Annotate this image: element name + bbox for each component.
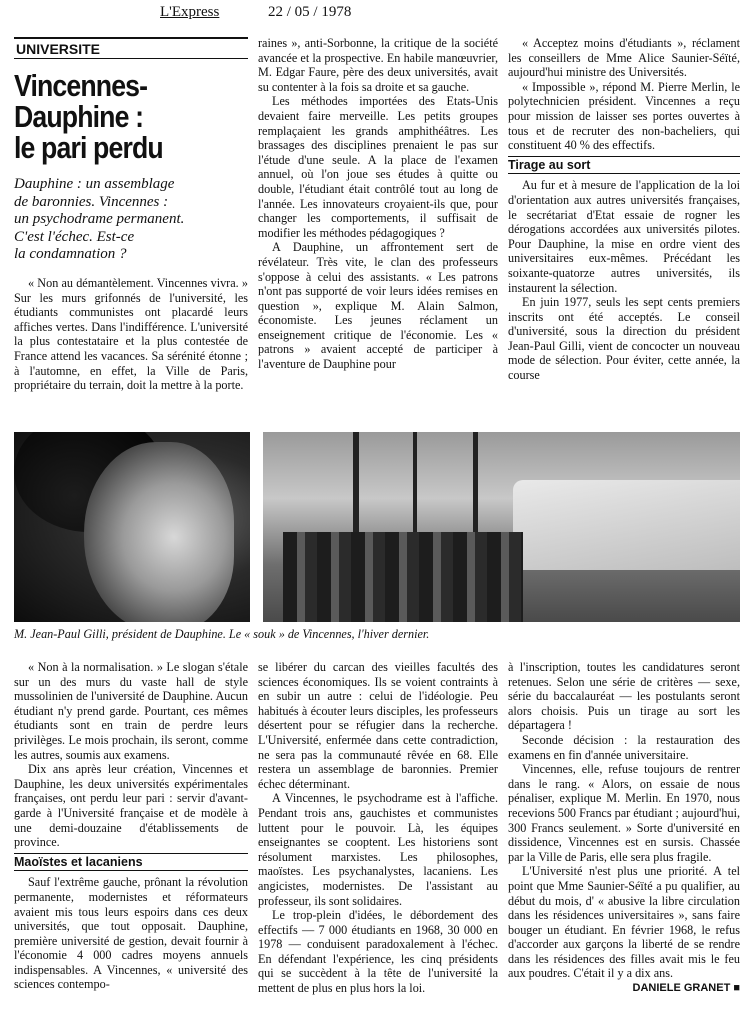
subhead-maoistes-lacaniens: Maoïstes et lacaniens: [14, 853, 248, 872]
paragraph: A Vincennes, le psychodrame est à l'affiche. Pendant trois ans, gauchistes et communistes luttent pour le pouvoir. Là, les équipes enseignantes se cooptent. Les historiens sont résolument marxistes. Les philosophes, maoïstes. Les psychanalystes, lacaniens. Les angicistes, modernistes. De l'assistant au professeur, ils sont solidaires.: [258, 791, 498, 908]
paragraph: Sauf l'extrême gauche, prônant la révolution permanente, modernistes et réformateurs avaient mis tous leurs espoirs dans ces deux universités, que tout opposait. Dauphine, première université de gestion, devait fournir à l'économie 4 000 cadres moyens annuels indispensables. A Vincennes, « université des sciences contempo-: [14, 875, 248, 992]
photo-tree-trunk: [473, 432, 478, 547]
deck-line: un psychodrame permanent.: [14, 211, 185, 227]
paragraph: « Acceptez moins d'étudiants », réclament les conseillers de Mme Alice Saunier-Séïté, aujourd'hui ministre des Universités.: [508, 36, 740, 80]
masthead: [160, 4, 352, 21]
publication-name: L'Express: [160, 4, 220, 20]
paragraph: En juin 1977, seuls les sept cents premiers inscrits ont été acceptés. Le conseil d'université, sous la direction du président Jean-Paul Gilli, vient de concocter un nouveau mode de sélection. Pour éviter, cette année, la course: [508, 295, 740, 383]
subhead-tirage-au-sort: Tirage au sort: [508, 156, 740, 175]
headline: [14, 70, 215, 163]
paragraph: Le trop-plein d'idées, le débordement des effectifs — 7 000 étudiants en 1968, 30 000 en 1978 — conduisent paradoxalement à l'échec. En défendant l'expérience, les cinq présidents qui se succèdent à la tête de l'université la mettent de plus en plus hors la loi.: [258, 908, 498, 996]
column-b-top: [258, 36, 498, 372]
portrait-photo: [14, 432, 250, 622]
paragraph: se libérer du carcan des vieilles facultés des sciences économiques. Ils se voient contraints à en subir un autre : celui de l'idéologie. Peu habitués à écouter leurs disciples, les professeurs désertent pour se réfugier dans la recherche. L'Université, enfermée dans cette contradiction, ne sera pas la communauté rêvée en 68. Elle restera un assemblage de baronnies. Premier échec déterminant.: [258, 660, 498, 791]
photo-market-tent: [513, 480, 740, 570]
paragraph: Dix ans après leur création, Vincennes et Dauphine, les deux universités expérimentales françaises, ont perdu leur pari : servir d'avant-garde à l'Université française et de modèle à une demi-douzaine d'établissements de province.: [14, 762, 248, 850]
column-c-top: [508, 36, 740, 383]
paragraph: L'Université n'est plus une priorité. A tel point que Mme Saunier-Séïté a pu qualifier, au début du mois, d' « abusive la libre circulation dans les résidences universitaires », sans faire bouger un étudiant. En février 1968, le refus d'accorder aux garçons la liberté de se rendre dans les résidences des filles avait mis le feu aux poudres. C'était il y a dix ans.: [508, 864, 740, 981]
paragraph: à l'inscription, toutes les candidatures seront retenues. Selon une série de critères — sexe, série du baccalauréat — les postulants seront alors choisis. Puis un tirage au sort les départagera !: [508, 660, 740, 733]
paragraph: « Non au démantèlement. Vincennes vivra. » Sur les murs grifonnés de l'université, les étudiants communistes ont placardé leurs affiches vertes. Dans l'indifférence. L'université la plus contestataire et la plus contestée de France attend les vacances. Sa sérénité étonne ; à l'automne, en effet, la Ville de Paris, propriétaire du terrain, doit la mettre à la porte.: [14, 276, 248, 393]
photo-tree-trunk: [413, 432, 417, 542]
headline-line: Vincennes-: [14, 68, 148, 103]
photo-face-shape: [84, 442, 234, 622]
author-signature: DANIELE GRANET ■: [632, 982, 740, 995]
paragraph: raines », anti-Sorbonne, la critique de la société avancée et la prospective. En habile manœuvrier, M. Edgar Faure, père des deux universités, avait su contenter à la fois sa droite et sa gauche.: [258, 36, 498, 94]
photo-crowd: [283, 532, 523, 622]
paragraph: Vincennes, elle, refuse toujours de rentrer dans le rang. « Alors, on essaie de nous pénaliser, explique M. Merlin. En 1970, nous recevions 500 Francs par étudiant ; aujourd'hui, 300 Francs seulement. » Sorte d'université en dissidence, Vincennes est en sursis. Chassée par la Ville de Paris, elle sera plus fragile.: [508, 762, 741, 864]
paragraph: « Non à la normalisation. » Le slogan s'étale sur un des murs du vaste hall de style mussolinien de l'université de Dauphine. Aucun étudiant n'y prend garde. Pourtant, ces mêmes étudiants sont en train de perdre leurs privilèges. Le mois prochain, ils seront, comme les autres, soumis aux examens.: [14, 660, 248, 762]
deck-line: la condamnation ?: [14, 246, 127, 262]
section-rubric: UNIVERSITE: [14, 37, 248, 59]
deck-line: Dauphine : un assemblage: [14, 176, 175, 192]
column-a-top: [14, 276, 248, 393]
headline-line: Dauphine :: [14, 99, 144, 134]
campus-photo: [263, 432, 740, 622]
column-b-bottom: [258, 660, 498, 996]
deck: [14, 176, 248, 264]
column-a-bottom: [14, 660, 248, 992]
paragraph: A Dauphine, un affrontement sert de révélateur. Très vite, le clan des professeurs s'oppose à celui des assistants. « Les patrons n'ont pas supporté de voir leurs idées remises en question », explique M. Alain Salmon, économiste. Les jeunes réclament un enseignement critique de l'économie. Les « patrons » avaient accepté de participer à l'aventure de Dauphine pour: [258, 240, 498, 372]
deck-line: C'est l'échec. Est-ce: [14, 228, 135, 245]
photo-caption: M. Jean-Paul Gilli, président de Dauphine. Le « souk » de Vincennes, l'hiver dernier.: [14, 627, 430, 641]
paragraph: Au fur et à mesure de l'application de la loi d'orientation aux autres universités françaises, le secrétariat d'Etat essaie de rogner les dérogations accordées aux universités pilotes. Pour Dauphine, la mise en ordre vient des universitaires eux-mêmes. Précédant les soixante-quatorze autres universités, ils instaurent la sélection.: [508, 178, 740, 295]
paragraph: « Impossible », répond M. Pierre Merlin, le polytechnicien président. Vincennes a reçu pour mission de laisser ses portes ouvertes à tous et de recruter des non-bacheliers, qui constituent 40 % des effectifs.: [508, 79, 740, 153]
headline-line: le pari perdu: [14, 130, 163, 165]
column-c-bottom: [508, 660, 740, 996]
paragraph: Seconde décision : la restauration des examens en fin d'année universitaire.: [508, 732, 740, 762]
paragraph: Les méthodes importées des Etats-Unis devaient faire merveille. Les petits groupes remplaçaient les grands amphithéâtres. Les brassages des disciplines prenaient le pas sur l'étude d'une seule. A la place de l'examen annuel, où l'on joue ses études à quitte ou double, l'étudiant était contrôlé tout au long de l'année. Les innovateurs croyaient-ils que, pour changer les comportements, il suffisait de modifier les méthodes pédagogiques ?: [258, 94, 498, 240]
publication-date: 22 / 05 / 1978: [268, 4, 352, 20]
deck-line: de baronnies. Vincennes :: [14, 193, 169, 210]
